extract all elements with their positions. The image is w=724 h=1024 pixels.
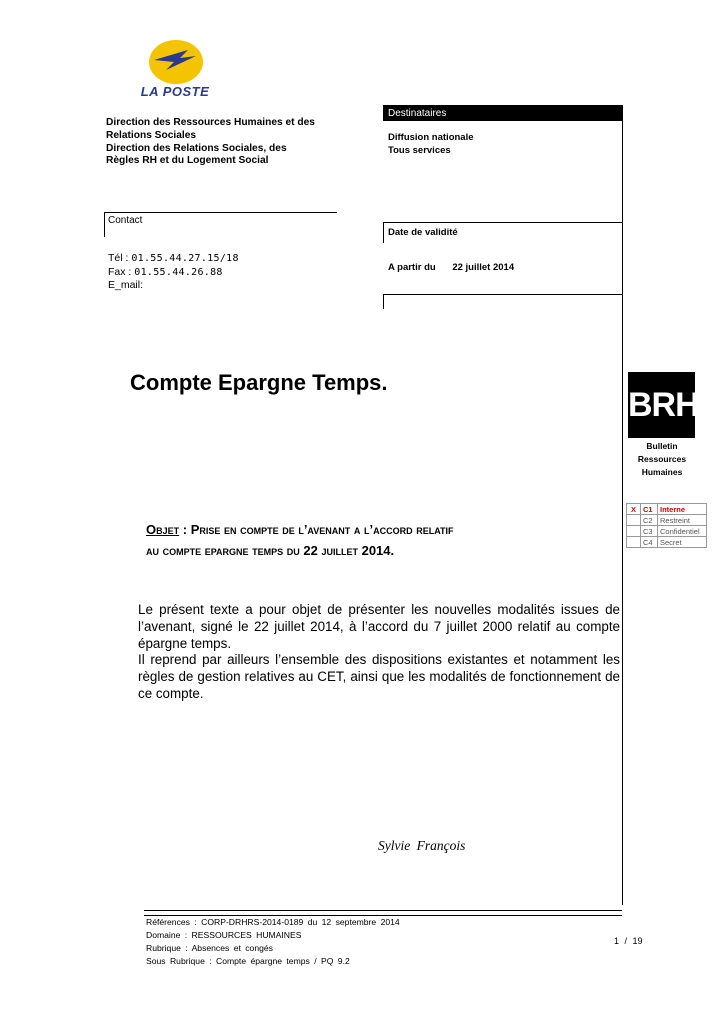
classification-code: C2 [641,515,658,526]
classification-name: Interne [658,504,707,515]
signature: Sylvie François [378,838,466,853]
classification-mark [627,526,641,537]
header-bottom-box [383,294,623,309]
subject-block [146,519,454,561]
body-paragraph: Il reprend par ailleurs l’ensemble des dispositions existantes et notamment les règles de gestion relatives au CET, ainsi que les modalités de fonctionnement de ce compte. [138,652,620,701]
classification-row [627,537,707,548]
validity-label: Date de validité [388,227,458,238]
document-title: Compte Epargne Temps. [130,370,388,395]
classification-name: Secret [658,537,707,548]
classification-row [627,504,707,515]
classification-name: Confidentiel [658,526,707,537]
classification-name: Restreint [658,515,707,526]
classification-mark: X [627,504,641,515]
page-number: 1 / 19 [614,936,643,946]
brh-subtitle-line: Humaines [641,467,683,477]
subject-label: Objet [146,522,180,537]
sender-line: Relations Sociales [106,129,197,141]
subject-text-2: au compte epargne temps du 22 juillet 2014. [146,543,395,558]
sender-line: Direction des Ressources Humaines et des [106,117,315,128]
validity-from-label: A partir du [388,262,436,273]
validity-date: 22 juillet 2014 [452,262,515,273]
classification-table [626,503,707,548]
recipients-list [388,132,474,157]
logo-text: LA POSTE [140,84,210,99]
recipient-line: Tous services [388,144,451,156]
footer-domain-line: Domaine : RESSOURCES HUMAINES [146,930,302,940]
sender-line: Règles RH et du Logement Social [106,155,269,167]
classification-row [627,526,707,537]
brh-badge: BRH [628,372,695,438]
classification-code: C1 [641,504,658,515]
brh-subtitle [624,440,700,479]
sender-block [106,117,346,168]
body-paragraph: Le présent texte a pour objet de présenter les nouvelles modalités issues de l’avenant, signé le 22 juillet 2014, à l’accord du 7 juillet 2000 relatif au compte épargne temps. [138,602,620,651]
fax-number: 01.55.44.26.88 [134,266,223,278]
subject-line [146,519,454,540]
footer-subrubric-line: Sous Rubrique : Compte épargne temps / PQ 9.2 [146,956,350,966]
fax-label: Fax : [108,265,132,278]
footer-references [146,916,400,968]
classification-code: C3 [641,526,658,537]
fax-line [108,266,239,280]
recipient-line: Diffusion nationale [388,132,474,143]
subject-sep: : [179,522,191,537]
classification-row [627,515,707,526]
classification-mark [627,515,641,526]
contact-label: Contact [108,215,143,226]
sender-line: Direction des Relations Sociales, des [106,142,287,154]
subject-text-1: Prise en compte de l’avenant a l’accord relatif [190,522,454,537]
tel-number: 01.55.44.27.15/18 [131,253,239,264]
contact-details [108,252,239,292]
validity-line [388,262,514,273]
classification-code: C4 [641,537,658,548]
brh-subtitle-line: Bulletin Ressources [637,441,687,464]
email-line [108,279,239,292]
recipients-label: Destinataires [388,108,447,119]
classification-mark [627,537,641,548]
email-label: E_mail: [108,279,144,291]
footer-references-line: Références : CORP-DRHRS-2014-0189 du 12 septembre 2014 [146,917,400,927]
body-text [138,602,620,703]
tel-line [108,252,239,266]
tel-label: Tél : [108,252,129,264]
footer-rubric-line: Rubrique : Absences et congés [146,943,273,953]
